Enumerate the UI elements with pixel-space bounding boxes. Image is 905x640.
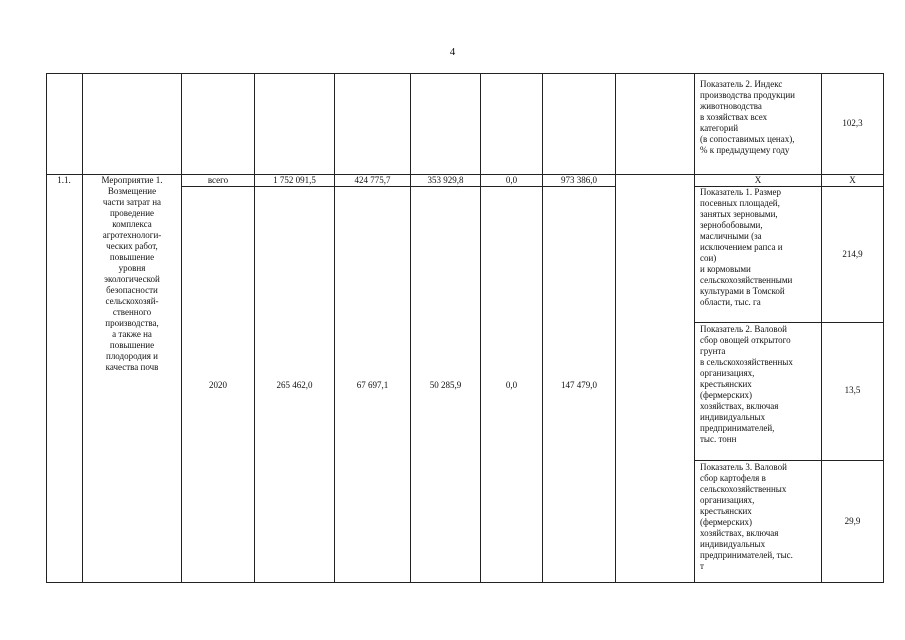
- year-2020-value-1: 265 462,0: [276, 380, 313, 390]
- row-separator: [694, 460, 884, 461]
- total-year-label: всего: [207, 175, 229, 185]
- table-border-left: [46, 73, 47, 583]
- year-2020-value-4: 0,0: [505, 380, 518, 390]
- indicator-text: Показатель 2. Индекс производства продукции животноводства в хозяйствах всех категорий (в сопоставимых ценах), % к предыдущему году: [700, 79, 795, 155]
- col-separator: [694, 73, 695, 583]
- indicator-text: Показатель 1. Размер посевных площадей, занятых зерновыми, зернобобовыми, масличными (за исключением рапса и сои) и кормовыми сельскохозяйственными культурами в Томской области, тыс. га: [700, 187, 793, 307]
- col-separator: [410, 73, 411, 583]
- year-2020: 2020: [209, 380, 227, 390]
- indicator-value: 13,5: [844, 385, 861, 395]
- year-2020-value-5: 147 479,0: [561, 380, 597, 390]
- table-border-top: [46, 73, 884, 74]
- indicator-text: Показатель 2. Валовой сбор овощей открытого грунта в сельскохозяйственных организациях, крестьянских (фермерских) хозяйствах, включая индивидуальных предпринимателей, тыс. тонн: [700, 324, 793, 444]
- col-separator: [480, 73, 481, 583]
- total-value-x: Х: [849, 175, 856, 185]
- col-separator: [181, 73, 182, 583]
- total-value-3: 353 929,8: [427, 175, 464, 185]
- total-value-5: 973 386,0: [561, 175, 597, 185]
- indicator-value: 102,3: [842, 118, 863, 128]
- total-value-1: 1 752 091,5: [273, 175, 316, 185]
- total-indicator-x: Х: [754, 175, 762, 185]
- table-border-right: [883, 73, 884, 583]
- col-separator: [615, 73, 616, 583]
- col-separator: [254, 73, 255, 583]
- indicator-text: Показатель 3. Валовой сбор картофеля в сельскохозяйственных организациях, крестьянских (фермерских) хозяйствах, включая индивидуальных предпринимателей, тыс. т: [700, 462, 793, 571]
- measure-description: Мероприятие 1. Возмещение части затрат на проведение комплекса агротехнологи- ческих работ, повышение уровня экологической безопасности сельскохозяй- ственного производства, а также на повышение плодородия и качества почв: [101, 175, 163, 372]
- total-value-4: 0,0: [505, 175, 518, 185]
- page-number: 4: [449, 46, 456, 58]
- indicator-value: 29,9: [844, 516, 861, 526]
- col-separator: [542, 73, 543, 583]
- row-separator: [694, 322, 884, 323]
- total-value-2: 424 775,7: [354, 175, 391, 185]
- indicator-value: 214,9: [842, 249, 863, 259]
- row-separator: [181, 186, 615, 187]
- col-separator: [334, 73, 335, 583]
- table-border-bottom: [46, 582, 884, 583]
- year-2020-value-2: 67 697,1: [356, 380, 389, 390]
- year-2020-value-3: 50 285,9: [429, 380, 462, 390]
- program-table: [46, 73, 884, 583]
- measure-code: 1.1.: [57, 175, 71, 185]
